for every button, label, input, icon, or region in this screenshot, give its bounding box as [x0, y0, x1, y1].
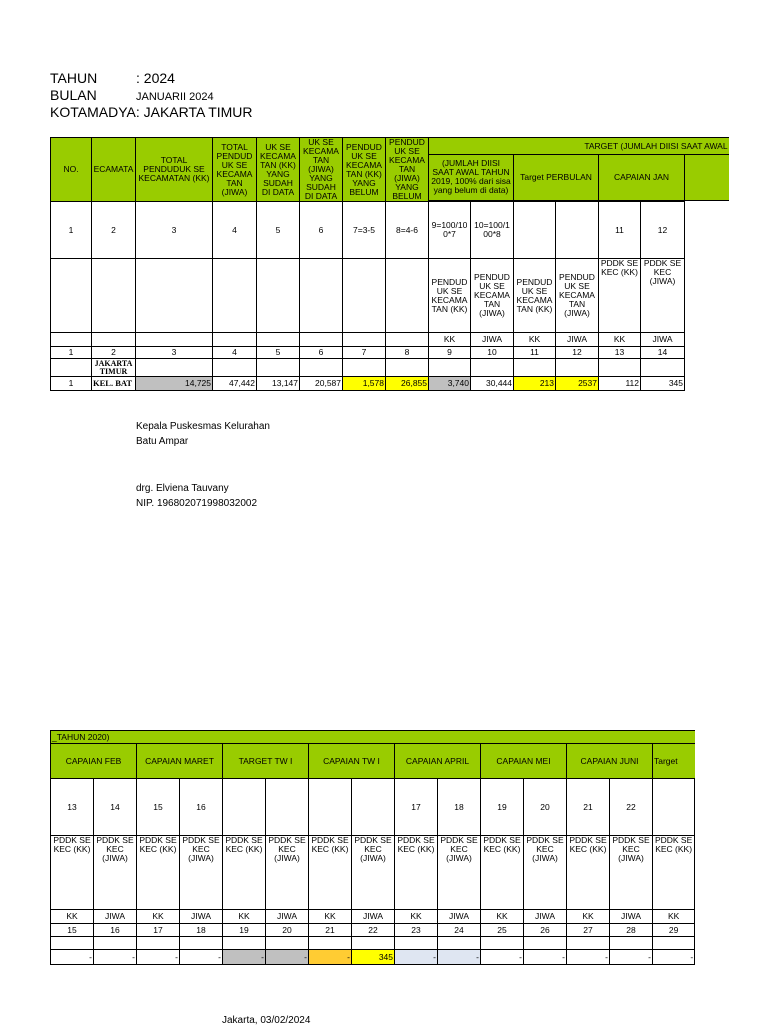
row-jan-kk: 112: [599, 377, 641, 391]
cell-april-kk: -: [395, 950, 438, 965]
unit-cell: JIWA: [266, 910, 309, 924]
number-cell: 14: [641, 347, 685, 359]
formula-cell: [514, 202, 556, 259]
sub-header: PDDK SE KEC (JIWA): [610, 836, 653, 910]
number-cell: 12: [556, 347, 599, 359]
number-cell: 7: [343, 347, 386, 359]
col-number: 21: [567, 779, 610, 836]
col-header-belum-jiwa: PENDUD UK SE KECAMA TAN (JIWA) YANG BELUM: [386, 138, 429, 202]
row-sudah-jiwa: 20,587: [300, 377, 343, 391]
sub-header: PDDK SE KEC (KK): [567, 836, 610, 910]
col-number: 13: [51, 779, 94, 836]
unit-cell: KK: [223, 910, 266, 924]
row-no: 1: [51, 377, 92, 391]
formula-cell: 4: [213, 202, 257, 259]
group-header-capaian-tw1: CAPAIAN TW I: [309, 744, 395, 779]
number-cell: 28: [610, 924, 653, 937]
formula-cell: 3: [136, 202, 213, 259]
signature-title-line2: Batu Ampar: [136, 436, 189, 447]
data-table-bottom: [50, 730, 695, 965]
number-cell: 20: [266, 924, 309, 937]
formula-cell: 2: [92, 202, 136, 259]
formula-cell: 6: [300, 202, 343, 259]
cell-juni-jiwa: -: [610, 950, 653, 965]
formula-cell: 5: [257, 202, 300, 259]
unit-cell: KK: [567, 910, 610, 924]
sub-header: PENDUD UK SE KECAMA TAN (JIWA): [471, 259, 514, 333]
number-cell: 23: [395, 924, 438, 937]
row-target-kk: 3,740: [429, 377, 471, 391]
formula-cell: 12: [641, 202, 685, 259]
row-perbulan-jiwa: 2537: [556, 377, 599, 391]
group-header-juni: CAPAIAN JUNI: [567, 744, 653, 779]
number-cell: 15: [51, 924, 94, 937]
group-header-maret: CAPAIAN MARET: [137, 744, 223, 779]
number-cell: 22: [352, 924, 395, 937]
group-header-mei: CAPAIAN MEI: [481, 744, 567, 779]
bulan-value: JANUARII 2024: [136, 91, 214, 103]
number-cell: 3: [136, 347, 213, 359]
region-label: JAKARTA TIMUR: [92, 359, 136, 377]
cell-mei-kk: -: [481, 950, 524, 965]
target-banner: TARGET (JUMLAH DIISI SAAT AWAL: [429, 138, 729, 155]
col-number: 17: [395, 779, 438, 836]
cell-feb-kk: -: [51, 950, 94, 965]
col-number: [352, 779, 395, 836]
signature-title-line1: Kepala Puskesmas Kelurahan: [136, 421, 270, 432]
col-number: 16: [180, 779, 223, 836]
bulan-label: BULAN: [50, 87, 97, 103]
row-belum-kk: 1,578: [343, 377, 386, 391]
col-number: 20: [524, 779, 567, 836]
col-number: [223, 779, 266, 836]
row-total-kk: 14,725: [136, 377, 213, 391]
group-header-april: CAPAIAN APRIL: [395, 744, 481, 779]
sub-header: PDDK SE KEC (KK): [481, 836, 524, 910]
row-perbulan-kk: 213: [514, 377, 556, 391]
number-cell: 25: [481, 924, 524, 937]
group-header-target: Target: [653, 744, 695, 779]
sub-header: PDDK SE KEC (KK): [395, 836, 438, 910]
unit-cell: KK: [309, 910, 352, 924]
cell-mei-jiwa: -: [524, 950, 567, 965]
unit-cell: JIWA: [524, 910, 567, 924]
col-header-sudah-jiwa: UK SE KECAMA TAN (JIWA) YANG SUDAH DI DATA: [300, 138, 343, 202]
row-sudah-kk: 13,147: [257, 377, 300, 391]
sub-header: PDDK SE KEC (JIWA): [266, 836, 309, 910]
sub-header: PDDK SE KEC (JIWA): [352, 836, 395, 910]
unit-cell: JIWA: [556, 333, 599, 347]
sub-header: PDDK SE KEC (KK): [223, 836, 266, 910]
table-row: [51, 377, 729, 391]
table2-banner: _TAHUN 2020): [51, 731, 695, 744]
col-number: 18: [438, 779, 481, 836]
number-cell: 9: [429, 347, 471, 359]
cell-juni-kk: -: [567, 950, 610, 965]
header-bulan: [50, 87, 214, 105]
header-kotamadya: [50, 104, 253, 120]
number-cell: 19: [223, 924, 266, 937]
col-header-total-kk: TOTAL PENDUDUK SE KECAMATAN (KK): [136, 138, 213, 202]
row-target-jiwa: 30,444: [471, 377, 514, 391]
cell-maret-jiwa: -: [180, 950, 223, 965]
kotamadya-label: KOTAMADYA: [50, 104, 136, 120]
formula-cell: 10=100/1 00*8: [471, 202, 514, 259]
tahun-value: : 2024: [136, 70, 175, 86]
formula-cell: 11: [599, 202, 641, 259]
unit-cell: KK: [429, 333, 471, 347]
sub-header: PDDK SE KEC (JIWA): [180, 836, 223, 910]
sub-header: PDDK SE KEC (KK): [653, 836, 695, 910]
sub-header: PENDUD UK SE KECAMA TAN (KK): [429, 259, 471, 333]
col-number: [266, 779, 309, 836]
col-number: 15: [137, 779, 180, 836]
unit-cell: JIWA: [471, 333, 514, 347]
cell-capaian-tw1-jiwa: 345: [352, 950, 395, 965]
col-header-kecamatan: ECAMATA: [92, 138, 136, 202]
kotamadya-value: : JAKARTA TIMUR: [135, 104, 253, 120]
unit-cell: JIWA: [352, 910, 395, 924]
col-number: [653, 779, 695, 836]
col-number: [309, 779, 352, 836]
cell-feb-jiwa: -: [94, 950, 137, 965]
signature-name: drg. Elviena Tauvany: [136, 483, 229, 494]
jumlah-diisi-header: (JUMLAH DIISI SAAT AWAL TAHUN 2019, 100% dari sisa yang belum di data): [429, 155, 514, 201]
number-cell: 24: [438, 924, 481, 937]
number-cell: 11: [514, 347, 556, 359]
cell-target-tw1-jiwa: -: [266, 950, 309, 965]
cell-target-tw1-kk: -: [223, 950, 266, 965]
cell-april-jiwa: -: [438, 950, 481, 965]
sub-header: PDDK SE KEC (JIWA): [524, 836, 567, 910]
number-cell: 1: [51, 347, 92, 359]
number-cell: 5: [257, 347, 300, 359]
unit-cell: JIWA: [610, 910, 653, 924]
formula-cell: 7=3-5: [343, 202, 386, 259]
cell-maret-kk: -: [137, 950, 180, 965]
number-cell: 27: [567, 924, 610, 937]
target-perbulan-header: Target PERBULAN: [514, 155, 599, 201]
number-cell: 17: [137, 924, 180, 937]
unit-cell: KK: [481, 910, 524, 924]
sub-header: PDDK SE KEC (JIWA): [641, 259, 685, 333]
col-header-belum-kk: PENDUD UK SE KECAMA TAN (KK) YANG BELUM: [343, 138, 386, 202]
row-total-jiwa: 47,442: [213, 377, 257, 391]
number-cell: 8: [386, 347, 429, 359]
number-cell: 26: [524, 924, 567, 937]
sub-header: PENDUD UK SE KECAMA TAN (JIWA): [556, 259, 599, 333]
formula-cell: 9=100/10 0*7: [429, 202, 471, 259]
col-number: 14: [94, 779, 137, 836]
sub-header: PENDUD UK SE KECAMA TAN (KK): [514, 259, 556, 333]
number-cell: 2: [92, 347, 136, 359]
col-number: 19: [481, 779, 524, 836]
formula-cell: 1: [51, 202, 92, 259]
capaian-jan-header: CAPAIAN JAN: [599, 155, 685, 201]
unit-cell: KK: [599, 333, 641, 347]
unit-cell: KK: [137, 910, 180, 924]
number-cell: 4: [213, 347, 257, 359]
sub-header: PDDK SE KEC (KK): [137, 836, 180, 910]
col-header-total-jiwa: TOTAL PENDUD UK SE KECAMA TAN (JIWA): [213, 138, 257, 202]
table-row: [51, 950, 695, 965]
formula-cell: 8=4-6: [386, 202, 429, 259]
unit-cell: KK: [653, 910, 695, 924]
number-cell: 21: [309, 924, 352, 937]
cell-target-kk: -: [653, 950, 695, 965]
number-cell: 16: [94, 924, 137, 937]
formula-cell: [556, 202, 599, 259]
number-cell: 10: [471, 347, 514, 359]
unit-cell: KK: [51, 910, 94, 924]
tahun-label: TAHUN: [50, 70, 98, 86]
number-cell: 18: [180, 924, 223, 937]
unit-cell: KK: [514, 333, 556, 347]
unit-cell: JIWA: [641, 333, 685, 347]
unit-cell: JIWA: [438, 910, 481, 924]
data-table-top: [50, 137, 729, 391]
col-header-sudah-kk: UK SE KECAMA TAN (KK) YANG SUDAH DI DATA: [257, 138, 300, 202]
cell-capaian-tw1-kk: -: [309, 950, 352, 965]
number-cell: 13: [599, 347, 641, 359]
sub-header: PDDK SE KEC (JIWA): [438, 836, 481, 910]
row-jan-jiwa: 345: [641, 377, 685, 391]
row-belum-jiwa: 26,855: [386, 377, 429, 391]
signature-title: [136, 419, 270, 449]
unit-cell: JIWA: [180, 910, 223, 924]
place-date: Jakarta, 03/02/2024: [222, 1015, 311, 1026]
signature-nip: NIP. 196802071998032002: [136, 498, 258, 509]
sub-header: PDDK SE KEC (KK): [309, 836, 352, 910]
number-cell: 29: [653, 924, 695, 937]
sub-header: PDDK SE KEC (KK): [599, 259, 641, 333]
group-header-feb: CAPAIAN FEB: [51, 744, 137, 779]
col-header-no: NO.: [51, 138, 92, 202]
number-cell: 6: [300, 347, 343, 359]
sub-header: PDDK SE KEC (KK): [51, 836, 94, 910]
header-tahun: [50, 70, 175, 86]
row-kelurahan: KEL. BAT: [92, 377, 136, 391]
unit-cell: KK: [395, 910, 438, 924]
sub-header: PDDK SE KEC (JIWA): [94, 836, 137, 910]
unit-cell: JIWA: [94, 910, 137, 924]
group-header-target-tw1: TARGET TW I: [223, 744, 309, 779]
signature-name-block: [136, 481, 257, 511]
col-number: 22: [610, 779, 653, 836]
